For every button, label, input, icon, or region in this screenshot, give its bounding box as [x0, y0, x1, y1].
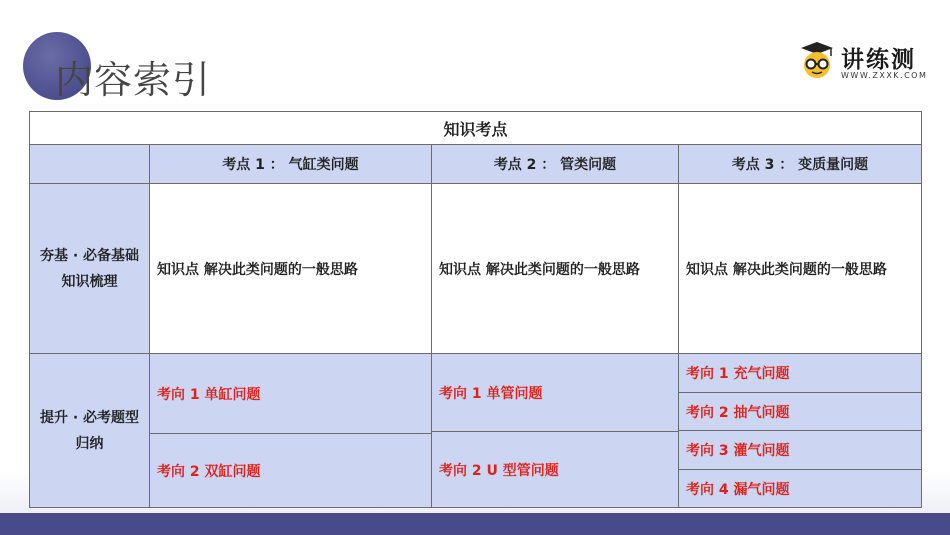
- topic-item: 考向 2 U 型管问题: [431, 431, 679, 508]
- logo: [797, 40, 927, 84]
- basics-cell-2: 知识点 解决此类问题的一般思路: [431, 183, 679, 354]
- basics-cell-1: 知识点 解决此类问题的一般思路: [149, 183, 432, 354]
- mascot-icon: [797, 40, 837, 80]
- basics-cell-3: 知识点 解决此类问题的一般思路: [678, 183, 922, 354]
- logo-url: WWW.ZXXK.COM: [841, 71, 928, 80]
- corner-cell: [29, 144, 150, 184]
- row-label-basics-text: 夯基 · 必备基础知识梳理: [39, 247, 140, 290]
- row-label-advanced: [29, 353, 150, 508]
- topic-item: 考向 1 单管问题: [431, 353, 679, 432]
- logo-name: 讲练测: [841, 47, 916, 73]
- knowledge-table: [29, 111, 922, 508]
- topic-item: 考向 2 双缸问题: [149, 433, 432, 508]
- column-header-1: 考点 1 ： 气缸类问题: [149, 144, 432, 184]
- topic-item: 考向 2 抽气问题: [678, 392, 922, 431]
- column-header-3: 考点 3 ： 变质量问题: [678, 144, 922, 184]
- topic-item: 考向 1 充气问题: [678, 353, 922, 393]
- page-title: 内容索引: [55, 58, 212, 102]
- topic-item: 考向 3 灌气问题: [678, 430, 922, 470]
- row-label-advanced-text: 提升 · 必考题型归纳: [39, 409, 140, 452]
- column-header-2: 考点 2 ： 管类问题: [431, 144, 679, 184]
- topic-item: 考向 1 单缸问题: [149, 353, 432, 434]
- bottom-bar: [0, 513, 950, 535]
- table-header: 知识考点: [29, 111, 922, 145]
- topic-item: 考向 4 漏气问题: [678, 469, 922, 508]
- row-label-basics: [29, 183, 150, 354]
